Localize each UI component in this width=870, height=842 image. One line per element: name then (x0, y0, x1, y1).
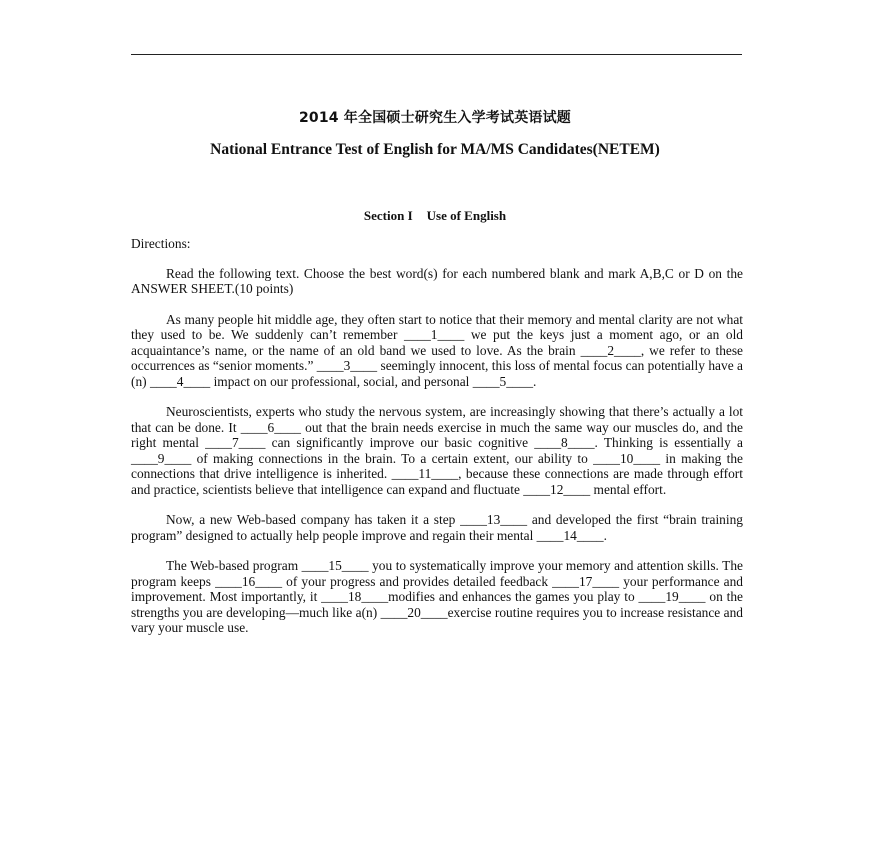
passage-body (131, 236, 743, 651)
passage-paragraph-3: Now, a new Web-based company has taken it a step ____13____ and developed the first “brain training program” designed to actually help people improve and regain their mental ____14____. (131, 512, 743, 543)
header-rule (131, 54, 742, 55)
passage-paragraph-4: The Web-based program ____15____ you to systematically improve your memory and attention skills. The program keeps ____16____ of your progress and provides detailed feedback ____17____ your performance and improvement. Most importantly, it ____18____modifies and enhances the games you play to ____19____ on the strengths you are developing—much like a(n) ____20____exercise routine requires you to increase resistance and vary your muscle use. (131, 558, 743, 635)
directions-label: Directions: (131, 236, 191, 251)
section-name: Use of English (426, 208, 507, 223)
directions-text: Read the following text. Choose the best word(s) for each numbered blank and mark A,B,C or D on the ANSWER SHEET.(10 points) (131, 265, 743, 296)
section-number: Section I (363, 208, 413, 223)
section-heading (0, 207, 870, 225)
passage-paragraph-2: Neuroscientists, experts who study the nervous system, are increasingly showing that there’s actually a lot that can be done. It ____6____ out that the brain needs exercise in much the same way our muscles do, and the right mental ____7____ can significantly improve our basic cognitive ____8____. Thinking is essentially a ____9____ of making connections in the brain. To a certain extent, our ability to ____10____ in making the connections that drive intelligence is inherited. ____11____, because these connections are made through effort and practice, scientists believe that intelligence can expand and fluctuate ____12____ mental effort. (131, 404, 743, 497)
exam-title-chinese: 2014 年全国硕士研究生入学考试英语试题 (298, 110, 572, 126)
passage-paragraph-1: As many people hit middle age, they often start to notice that their memory and mental clarity are not what they used to be. We suddenly can’t remember ____1____ we put the keys just a moment ago, or an old acquaintance’s name, or the name of an old band we used to love. As the brain ____2____, we refer to these occurrences as “senior moments.” ____3____ seemingly innocent, this loss of mental focus can potentially have a (n) ____4____ impact on our professional, social, and personal ____5____. (131, 311, 743, 389)
exam-title-english: National Entrance Test of English for MA/MS Candidates(NETEM) (210, 141, 660, 158)
